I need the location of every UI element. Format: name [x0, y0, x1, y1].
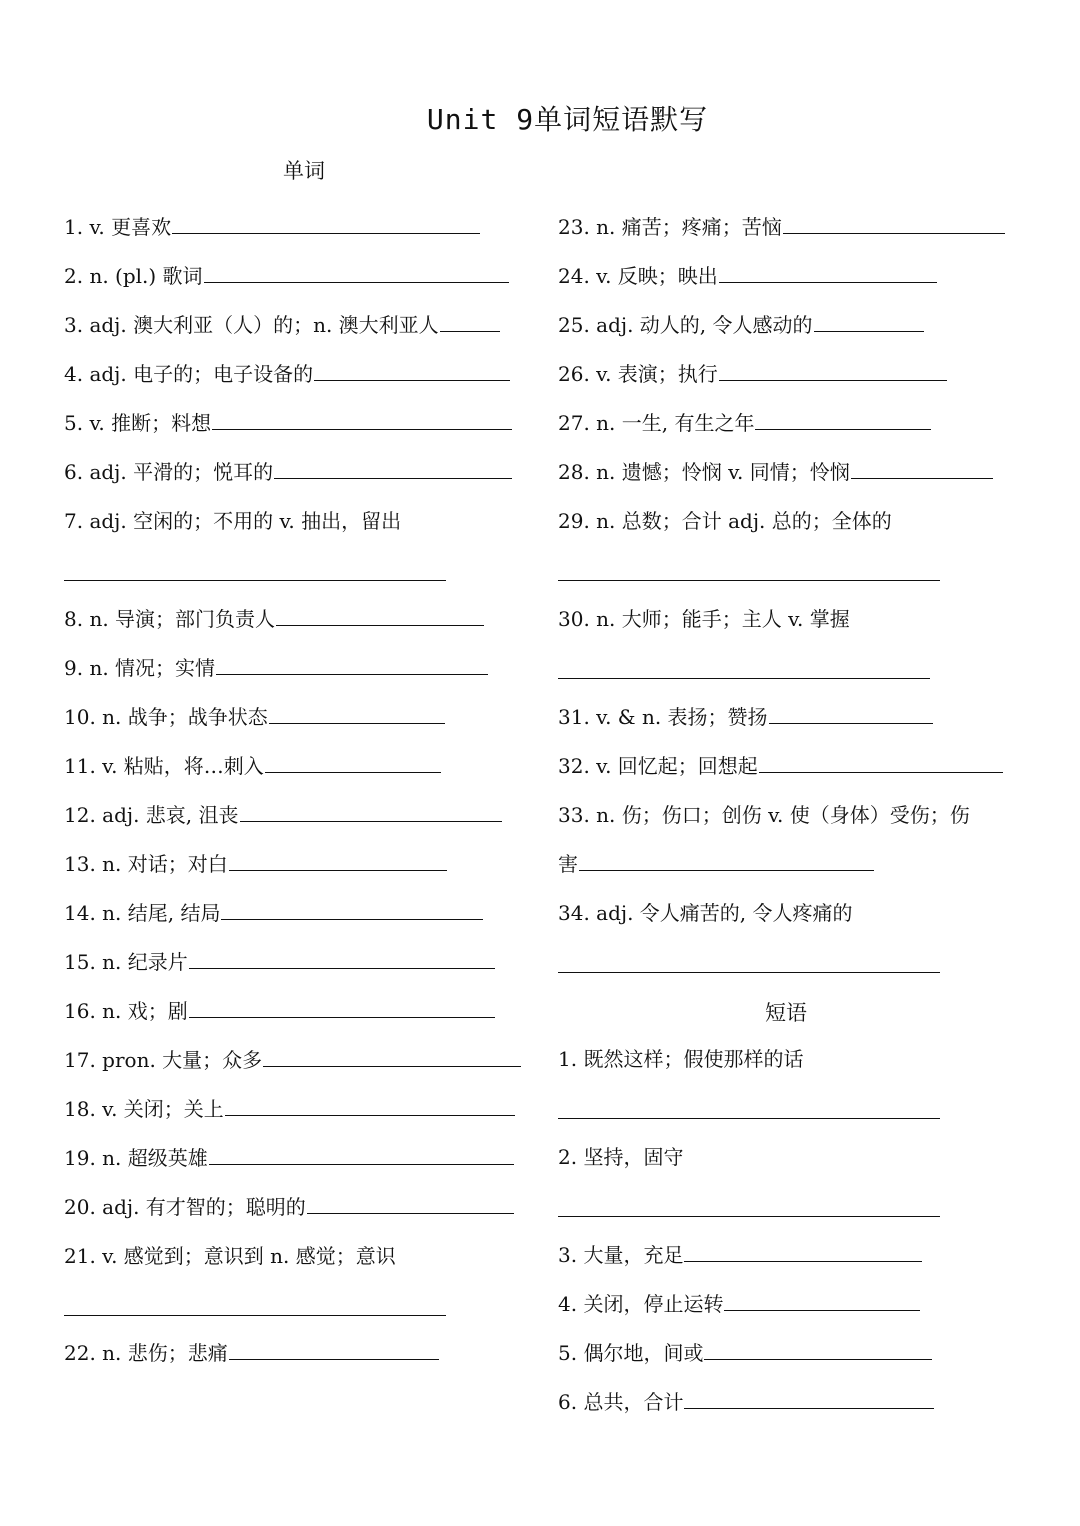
word-item [558, 606, 850, 632]
page-title [0, 98, 1080, 138]
word-item [64, 312, 500, 338]
answer-blank[interactable] [558, 972, 940, 973]
phrases-heading: 短语 [765, 1001, 807, 1025]
answer-blank[interactable] [307, 1212, 514, 1214]
phrase-item [558, 1291, 920, 1317]
word-label: 31. v. & n. 表扬；赞扬 [558, 705, 768, 729]
word-label: 3. adj. 澳大利亚（人）的；n. 澳大利亚人 [64, 313, 439, 337]
answer-blank[interactable] [558, 678, 930, 679]
phrase-item [558, 1242, 922, 1268]
word-label: 11. v. 粘贴，将…刺入 [64, 754, 264, 778]
answer-blank[interactable] [558, 580, 940, 581]
answer-blank[interactable] [189, 967, 495, 969]
answer-blank[interactable] [759, 771, 1003, 773]
word-label: 1. v. 更喜欢 [64, 215, 172, 239]
word-item [64, 361, 510, 387]
word-label: 32. v. 回忆起；回想起 [558, 754, 758, 778]
phrase-label: 1. 既然这样；假使那样的话 [558, 1047, 804, 1071]
answer-blank[interactable] [225, 1114, 515, 1116]
answer-blank[interactable] [269, 722, 445, 724]
word-label: 34. adj. 令人痛苦的, 令人疼痛的 [558, 901, 853, 925]
word-label: 27. n. 一生, 有生之年 [558, 411, 755, 435]
word-label: 30. n. 大师；能手；主人 v. 掌握 [558, 607, 850, 631]
answer-blank[interactable] [755, 428, 931, 430]
word-label: 26. v. 表演；执行 [558, 362, 718, 386]
word-label: 13. n. 对话；对白 [64, 852, 228, 876]
word-item [64, 214, 480, 240]
word-label: 33. n. 伤；伤口；创伤 v. 使（身体）受伤；伤 [558, 803, 970, 827]
answer-blank[interactable] [704, 1358, 932, 1360]
word-label: 21. v. 感觉到；意识到 n. 感觉；意识 [64, 1244, 396, 1268]
phrase-item [558, 1144, 683, 1170]
answer-blank[interactable] [851, 477, 993, 479]
word-label: 14. n. 结尾, 结局 [64, 901, 221, 925]
phrase-item [558, 1046, 803, 1072]
word-label: 28. n. 遗憾；怜悯 v. 同情；怜悯 [558, 460, 850, 484]
word-label: 23. n. 痛苦；疼痛；苦恼 [558, 215, 782, 239]
word-label: 6. adj. 平滑的；悦耳的 [64, 460, 274, 484]
word-label: 22. n. 悲伤；悲痛 [64, 1341, 228, 1365]
word-label: 25. adj. 动人的, 令人感动的 [558, 313, 813, 337]
answer-blank[interactable] [64, 580, 446, 581]
title-unit: Unit 9 [426, 103, 535, 136]
word-label: 7. adj. 空闲的；不用的 v. 抽出，留出 [64, 509, 402, 533]
word-item [64, 508, 401, 534]
answer-blank[interactable] [212, 428, 512, 430]
word-item [558, 851, 874, 877]
answer-blank[interactable] [240, 820, 502, 822]
word-label: 18. v. 关闭；关上 [64, 1097, 224, 1121]
answer-blank[interactable] [558, 1118, 940, 1119]
word-label: 8. n. 导演；部门负责人 [64, 607, 276, 631]
answer-blank[interactable] [814, 330, 924, 332]
word-item [64, 1340, 439, 1366]
word-label: 24. v. 反映；映出 [558, 264, 718, 288]
word-item [64, 1047, 521, 1073]
word-item [64, 900, 483, 926]
answer-blank[interactable] [221, 918, 483, 920]
answer-blank[interactable] [209, 1163, 514, 1165]
answer-blank[interactable] [724, 1309, 920, 1311]
word-item [64, 802, 502, 828]
word-item [64, 410, 512, 436]
word-label: 19. n. 超级英雄 [64, 1146, 208, 1170]
answer-blank[interactable] [719, 281, 937, 283]
title-text: 单词短语默写 [534, 103, 709, 136]
answer-blank[interactable] [684, 1260, 922, 1262]
word-item [64, 655, 488, 681]
word-label: 2. n. (pl.) 歌词 [64, 264, 203, 288]
answer-blank[interactable] [558, 1216, 940, 1217]
answer-blank[interactable] [189, 1016, 495, 1018]
answer-blank[interactable] [314, 379, 510, 381]
word-item [64, 949, 495, 975]
word-item [558, 508, 892, 534]
word-label: 4. adj. 电子的；电子设备的 [64, 362, 314, 386]
answer-blank[interactable] [263, 1065, 521, 1067]
word-label: 害 [558, 852, 578, 876]
phrase-label: 5. 偶尔地，间或 [558, 1341, 704, 1365]
word-item [64, 606, 484, 632]
answer-blank[interactable] [440, 330, 500, 332]
answer-blank[interactable] [684, 1407, 934, 1409]
phrase-label: 6. 总共，合计 [558, 1390, 684, 1414]
answer-blank[interactable] [719, 379, 947, 381]
answer-blank[interactable] [172, 232, 480, 234]
answer-blank[interactable] [64, 1315, 446, 1316]
phrase-label: 4. 关闭，停止运转 [558, 1292, 724, 1316]
word-item [558, 704, 933, 730]
phrase-item [558, 1340, 932, 1366]
word-item [558, 361, 947, 387]
word-label: 5. v. 推断；料想 [64, 411, 212, 435]
answer-blank[interactable] [229, 869, 447, 871]
word-label: 29. n. 总数；合计 adj. 总的；全体的 [558, 509, 892, 533]
phrase-item [558, 1389, 934, 1415]
word-item [558, 802, 970, 828]
word-item [64, 1194, 514, 1220]
answer-blank[interactable] [276, 624, 484, 626]
words-heading: 单词 [283, 159, 325, 183]
word-item [558, 263, 937, 289]
word-item [64, 704, 445, 730]
answer-blank[interactable] [265, 771, 441, 773]
word-item [64, 1145, 514, 1171]
phrase-label: 2. 坚持，固守 [558, 1145, 684, 1169]
answer-blank[interactable] [579, 869, 874, 871]
word-label: 9. n. 情况；实情 [64, 656, 216, 680]
word-label: 16. n. 戏；剧 [64, 999, 188, 1023]
word-label: 12. adj. 悲哀, 沮丧 [64, 803, 239, 827]
phrase-label: 3. 大量，充足 [558, 1243, 684, 1267]
word-item [64, 998, 495, 1024]
word-label: 15. n. 纪录片 [64, 950, 188, 974]
word-item [64, 753, 441, 779]
word-item [558, 214, 1005, 240]
word-item [558, 459, 993, 485]
answer-blank[interactable] [274, 477, 512, 479]
word-item [558, 410, 931, 436]
word-item [64, 1096, 515, 1122]
answer-blank[interactable] [769, 722, 933, 724]
word-label: 10. n. 战争；战争状态 [64, 705, 268, 729]
answer-blank[interactable] [216, 673, 488, 675]
word-item [64, 1243, 396, 1269]
answer-blank[interactable] [783, 232, 1005, 234]
answer-blank[interactable] [229, 1358, 439, 1360]
word-item [558, 753, 1003, 779]
word-item [558, 900, 853, 926]
word-label: 20. adj. 有才智的；聪明的 [64, 1195, 306, 1219]
word-item [558, 312, 924, 338]
word-label: 17. pron. 大量；众多 [64, 1048, 263, 1072]
answer-blank[interactable] [204, 281, 509, 283]
word-item [64, 851, 447, 877]
word-item [64, 263, 509, 289]
word-item [64, 459, 512, 485]
